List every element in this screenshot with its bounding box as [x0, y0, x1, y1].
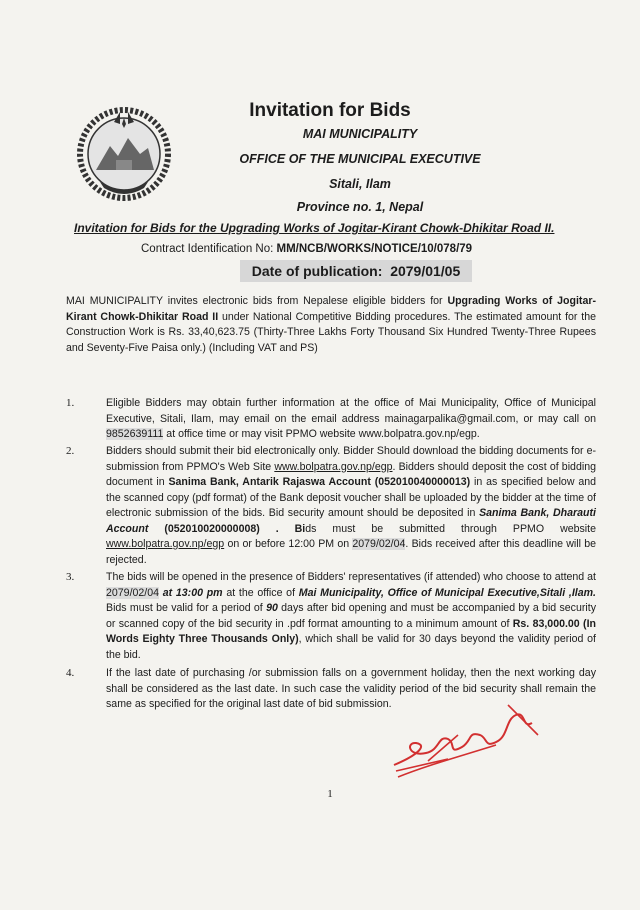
- contract-identification: [141, 243, 472, 255]
- item-text: [106, 444, 596, 568]
- item-text: [106, 570, 596, 663]
- phone-number: 9852639111: [106, 428, 164, 440]
- opening-office: Mai Municipality, Office of Municipal Executive,Sitali ,Ilam.: [298, 586, 596, 599]
- document-title: Invitation for Bids: [249, 100, 411, 121]
- bid-security-amount: Rs. 83,000.00 (In Words Eighty Three Thousands Only): [106, 617, 596, 645]
- bank-account-deposit: Sanima Bank, Dharauti Account: [106, 507, 596, 535]
- item-text-part: , which shall be valid for 30 days beyond the validity period of the bid.: [106, 633, 596, 661]
- item-text-part: days after bid opening and must be accompanied by a bid security or scanned copy of the bid security in .pdf format amounting to a minimum amount of: [106, 602, 596, 630]
- page-number: 1: [327, 788, 333, 800]
- item-text-part: in as specified below and the scanned copy (pdf format) of the Bank deposit voucher shall be uploaded by the bidder at the time of electronic submission of the bids. Bid security amount should be deposited in: [106, 476, 596, 519]
- item-text-part: . Bidders should deposit the cost of bidding document in: [106, 460, 596, 488]
- item-text-part: Eligible Bidders may obtain further information at the office of Mai Municipality, Office of Municipal Executive, Sitali, Ilam, may email on the email address mainagarpalika@gmail.com, or may call on: [106, 397, 596, 425]
- publication-label: Date of publication:: [251, 263, 383, 279]
- publication-date: 2079/01/05: [390, 263, 461, 279]
- municipality-name: MAI MUNICIPALITY: [302, 127, 418, 141]
- item-text: [106, 396, 596, 443]
- item-text-part: ds must be submitted through PPMO website: [305, 522, 596, 535]
- bank-account-revenue: Sanima Bank, Antarik Rajaswa Account (052010040000013): [168, 476, 471, 488]
- submission-date: 2079/02/04: [352, 538, 406, 550]
- intro-text: MAI MUNICIPALITY invites electronic bids from Nepalese eligible bidders for: [66, 295, 448, 307]
- item-number: 2.: [66, 445, 75, 457]
- list-item: [66, 396, 596, 443]
- opening-date: 2079/02/04: [106, 586, 160, 599]
- ppmo-link-2[interactable]: www.bolpatra.gov.np/egp: [106, 538, 225, 550]
- location: Sitali, Ilam: [329, 177, 391, 191]
- intro-paragraph: [66, 294, 596, 356]
- deposit-account-number: (052010020000008) . Bi: [148, 522, 306, 535]
- list-item: [66, 444, 596, 568]
- contract-label: Contract Identification No:: [141, 243, 277, 255]
- item-text: If the last date of purchasing /or submission falls on a government holiday, then the next working day shall be considered as the last date. In such case the validity period of the bid security shall remain the same as specified for the original last date of bid submission.: [106, 667, 596, 710]
- opening-time: at 13:00 pm: [159, 586, 223, 599]
- signature-icon: [388, 695, 548, 785]
- item-number: 1.: [66, 397, 75, 409]
- item-text-part: The bids will be opened in the presence of Bidders' representatives (if attended) who choose to attend at: [106, 571, 596, 583]
- project-name: Upgrading Works of Jogitar-Kirant Chowk-Dhikitar Road II: [66, 295, 597, 323]
- item-number: 4.: [66, 667, 75, 679]
- intro-text-estimate: under National Competitive Bidding procedures. The estimated amount for the Construction Work is Rs. 33,40,623.75 (Thirty-Three Lakhs Forty Thousand Six Hundred Twenty-Three Rupees and Seventy-Five Paisa only.) (Including VAT and PS): [66, 310, 596, 354]
- item-text-part: . Bids received after this deadline will be rejected.: [106, 538, 596, 566]
- validity-days: 90: [266, 602, 278, 614]
- item-text-part: Bidders should submit their bid electronically only. Bidder Should download the bidding documents for e-submission from PPMO's Web Site: [106, 445, 596, 473]
- notice-subject: Invitation for Bids for the Upgrading Works of Jogitar-Kirant Chowk-Dhikitar Road II.: [74, 221, 555, 235]
- item-text-part: Bids must be valid for a period of: [106, 602, 267, 614]
- contract-number: MM/NCB/WORKS/NOTICE/10/078/79: [276, 243, 473, 255]
- province: Province no. 1, Nepal: [296, 200, 424, 214]
- list-item: [66, 570, 596, 663]
- ppmo-link[interactable]: www.bolpatra.gov.np/egp: [274, 460, 393, 473]
- item-text-part: at office time or may visit PPMO website www.bolpatra.gov.np/egp.: [163, 428, 480, 440]
- item-text-part: at the office of: [222, 586, 299, 599]
- office-name: OFFICE OF THE MUNICIPAL EXECUTIVE: [239, 152, 481, 166]
- item-text-part: on or before 12:00 PM on: [224, 538, 353, 550]
- item-number: 3.: [66, 571, 75, 583]
- publication-date-box: [240, 260, 472, 282]
